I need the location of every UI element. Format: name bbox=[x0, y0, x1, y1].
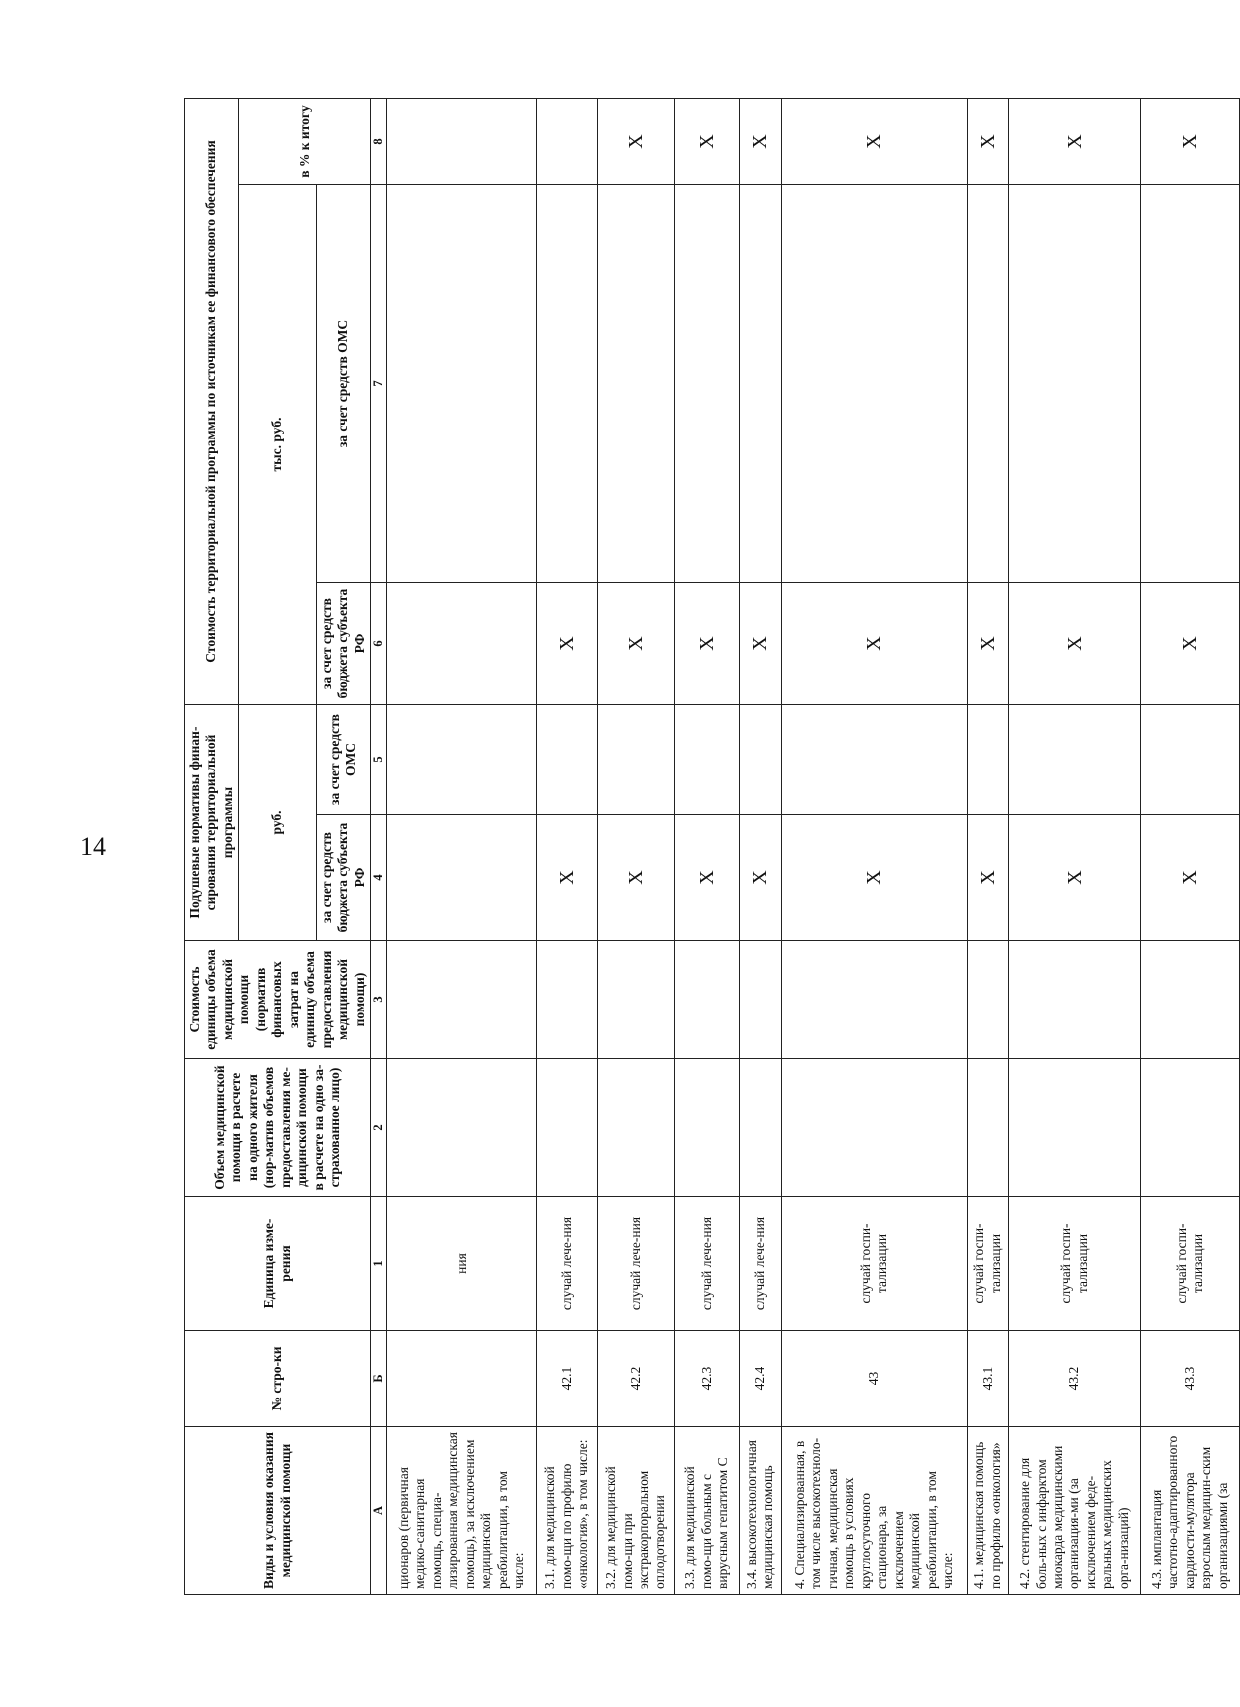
cell-oms-7 bbox=[597, 185, 675, 583]
cell-row-no: 43 bbox=[781, 1331, 967, 1427]
cell-budget-rf-4: Х bbox=[967, 815, 1009, 941]
cell-budget-rf-6: Х bbox=[967, 583, 1009, 705]
col-header-kind: Виды и условия оказания медицинской помощи bbox=[185, 1427, 371, 1595]
cell-row-no: 42.1 bbox=[537, 1331, 597, 1427]
cell-row-no: 43.1 bbox=[967, 1331, 1009, 1427]
table-row bbox=[1009, 98, 1141, 1594]
cell-unit: случай госпи-тализации bbox=[781, 1197, 967, 1331]
cell-volume bbox=[537, 1059, 597, 1197]
cell-budget-rf-6: Х bbox=[740, 583, 782, 705]
cell-oms-5 bbox=[675, 705, 740, 815]
table-row bbox=[740, 98, 782, 1594]
col-header-thousand-rub: тыс. руб. bbox=[239, 185, 316, 705]
col-header-unit: Единица изме-рения bbox=[185, 1197, 371, 1331]
col-header-unit-cost: Стоимость единицы объема медицинской помощи (норматив финансовых затрат на единицу объема предоставления медицинской помощи) bbox=[185, 941, 371, 1059]
cell-oms-7 bbox=[1009, 185, 1141, 583]
cell-unit: случай госпи-тализации bbox=[967, 1197, 1009, 1331]
cell-volume bbox=[781, 1059, 967, 1197]
col-number: 4 bbox=[371, 815, 387, 941]
cell-row-no: 42.2 bbox=[597, 1331, 675, 1427]
cell-budget-rf-6: Х bbox=[1009, 583, 1141, 705]
cell-oms-7 bbox=[1141, 185, 1240, 583]
cell-unit: случай госпи-тализации bbox=[1009, 1197, 1141, 1331]
cell-unit-cost bbox=[1141, 941, 1240, 1059]
cell-kind: 3.3. для медицинской помо-щи больным с вирусным гепатитом С bbox=[675, 1427, 740, 1595]
cell-budget-rf-6: Х bbox=[781, 583, 967, 705]
col-header-oms-7: за счет средств ОМС bbox=[316, 185, 370, 583]
cell-oms-7 bbox=[781, 185, 967, 583]
col-header-total-cost: Стоимость территориальной программы по источникам ее финансового обеспечения bbox=[185, 98, 239, 704]
cell-oms-5 bbox=[1141, 705, 1240, 815]
col-header-per-capita: Подушевые нормативы финан-сирования территориальной программы bbox=[185, 705, 239, 941]
cell-percent: Х bbox=[1141, 98, 1240, 184]
cell-percent bbox=[387, 98, 537, 184]
cell-row-no: 43.2 bbox=[1009, 1331, 1141, 1427]
cell-row-no: 42.4 bbox=[740, 1331, 782, 1427]
cell-oms-5 bbox=[387, 705, 537, 815]
cell-percent: Х bbox=[967, 98, 1009, 184]
cell-oms-5 bbox=[1009, 705, 1141, 815]
cell-budget-rf-4: Х bbox=[1009, 815, 1141, 941]
cell-budget-rf-6: Х bbox=[1141, 583, 1240, 705]
page-number: 14 bbox=[80, 832, 106, 861]
cell-volume bbox=[387, 1059, 537, 1197]
cell-oms-5 bbox=[781, 705, 967, 815]
cell-percent bbox=[537, 98, 597, 184]
table-row bbox=[781, 98, 967, 1594]
cell-unit: случай лече-ния bbox=[537, 1197, 597, 1331]
cell-kind: 4. Специализированная, в том числе высокотехноло-гичная, медицинская помощь в условиях круглосуточного стационара, за исключением медицинской реабилитации, в том числе: bbox=[781, 1427, 967, 1595]
cell-percent: Х bbox=[1009, 98, 1141, 184]
cell-kind: 4.3. имплантация частотно-адаптированного кардиости-мулятора взрослым медицин-ским организациями (за bbox=[1141, 1427, 1240, 1595]
cell-budget-rf-4: Х bbox=[675, 815, 740, 941]
col-number: 1 bbox=[371, 1197, 387, 1331]
cell-kind: 3.1. для медицинской помо-щи по профилю «онкология», в том числе: bbox=[537, 1427, 597, 1595]
col-header-row-no: № стро-ки bbox=[185, 1331, 371, 1427]
cell-row-no: 43.3 bbox=[1141, 1331, 1240, 1427]
cell-volume bbox=[1141, 1059, 1240, 1197]
cell-kind: 4.1. медицинская помощь по профилю «онкология» bbox=[967, 1427, 1009, 1595]
cell-budget-rf-4: Х bbox=[537, 815, 597, 941]
cell-row-no bbox=[387, 1331, 537, 1427]
col-number: А bbox=[371, 1427, 387, 1595]
table-row bbox=[597, 98, 675, 1594]
cell-volume bbox=[740, 1059, 782, 1197]
cell-unit-cost bbox=[387, 941, 537, 1059]
financing-table bbox=[184, 98, 1240, 1595]
cell-volume bbox=[597, 1059, 675, 1197]
cell-oms-7 bbox=[387, 185, 537, 583]
cell-unit-cost bbox=[537, 941, 597, 1059]
cell-unit-cost bbox=[740, 941, 782, 1059]
cell-budget-rf-4 bbox=[387, 815, 537, 941]
cell-volume bbox=[967, 1059, 1009, 1197]
header-row-1 bbox=[185, 98, 239, 1594]
col-number: 6 bbox=[371, 583, 387, 705]
col-number: Б bbox=[371, 1331, 387, 1427]
col-header-budget-4: за счет средств бюджета субъекта РФ bbox=[316, 815, 370, 941]
cell-row-no: 42.3 bbox=[675, 1331, 740, 1427]
cell-kind: ционаров (первичная медико-санитарная помощь, специа-лизированная медицинская помощь), за исключением медицинской реабилитации, в том числе: bbox=[387, 1427, 537, 1595]
cell-budget-rf-6 bbox=[387, 583, 537, 705]
table-row bbox=[675, 98, 740, 1594]
col-header-volume: Объем медицинской помощи в расчете на одного жителя (нор-матив объемов предоставления ме-дицинской помощи в расчете на одно за-страхованное лицо) bbox=[185, 1059, 371, 1197]
cell-oms-5 bbox=[537, 705, 597, 815]
cell-unit: случай лече-ния bbox=[675, 1197, 740, 1331]
cell-oms-7 bbox=[537, 185, 597, 583]
cell-percent: Х bbox=[597, 98, 675, 184]
cell-oms-5 bbox=[597, 705, 675, 815]
cell-budget-rf-4: Х bbox=[781, 815, 967, 941]
cell-kind: 4.2. стентирование для боль-ных с инфарктом миокарда медицинскими организация-ми (за исключением феде-ральных медицинских орга-низаций) bbox=[1009, 1427, 1141, 1595]
cell-percent: Х bbox=[675, 98, 740, 184]
col-number: 2 bbox=[371, 1059, 387, 1197]
cell-unit: ния bbox=[387, 1197, 537, 1331]
table-row bbox=[1141, 98, 1240, 1594]
col-number: 3 bbox=[371, 941, 387, 1059]
cell-volume bbox=[675, 1059, 740, 1197]
cell-budget-rf-6: Х bbox=[597, 583, 675, 705]
col-header-percent: в % к итогу bbox=[239, 98, 371, 184]
cell-budget-rf-6: Х bbox=[537, 583, 597, 705]
cell-budget-rf-6: Х bbox=[675, 583, 740, 705]
col-number: 7 bbox=[371, 185, 387, 583]
cell-budget-rf-4: Х bbox=[740, 815, 782, 941]
cell-kind: 3.2. для медицинской помо-щи при экстракорпоральном оплодотворении bbox=[597, 1427, 675, 1595]
cell-unit: случай лече-ния bbox=[740, 1197, 782, 1331]
cell-oms-5 bbox=[740, 705, 782, 815]
cell-percent: Х bbox=[781, 98, 967, 184]
cell-kind: 3.4. высокотехнологичная медицинская помощь bbox=[740, 1427, 782, 1595]
col-header-rub: руб. bbox=[239, 705, 316, 941]
col-header-oms-5: за счет средств ОМС bbox=[316, 705, 370, 815]
cell-oms-5 bbox=[967, 705, 1009, 815]
col-header-budget-6: за счет средств бюджета субъекта РФ bbox=[316, 583, 370, 705]
cell-unit-cost bbox=[1009, 941, 1141, 1059]
cell-budget-rf-4: Х bbox=[597, 815, 675, 941]
rotated-table-wrapper bbox=[184, 99, 1230, 1595]
cell-unit-cost bbox=[597, 941, 675, 1059]
cell-budget-rf-4: Х bbox=[1141, 815, 1240, 941]
cell-oms-7 bbox=[740, 185, 782, 583]
cell-oms-7 bbox=[967, 185, 1009, 583]
cell-percent: Х bbox=[740, 98, 782, 184]
cell-unit: случай лече-ния bbox=[597, 1197, 675, 1331]
table-row bbox=[967, 98, 1009, 1594]
cell-oms-7 bbox=[675, 185, 740, 583]
col-number: 5 bbox=[371, 705, 387, 815]
table-body bbox=[387, 98, 1239, 1594]
table-row bbox=[537, 98, 597, 1594]
table-row bbox=[387, 98, 537, 1594]
col-number: 8 bbox=[371, 98, 387, 184]
cell-unit: случай госпи-тализации bbox=[1141, 1197, 1240, 1331]
column-number-row bbox=[371, 98, 387, 1594]
cell-volume bbox=[1009, 1059, 1141, 1197]
cell-unit-cost bbox=[675, 941, 740, 1059]
cell-unit-cost bbox=[781, 941, 967, 1059]
cell-unit-cost bbox=[967, 941, 1009, 1059]
